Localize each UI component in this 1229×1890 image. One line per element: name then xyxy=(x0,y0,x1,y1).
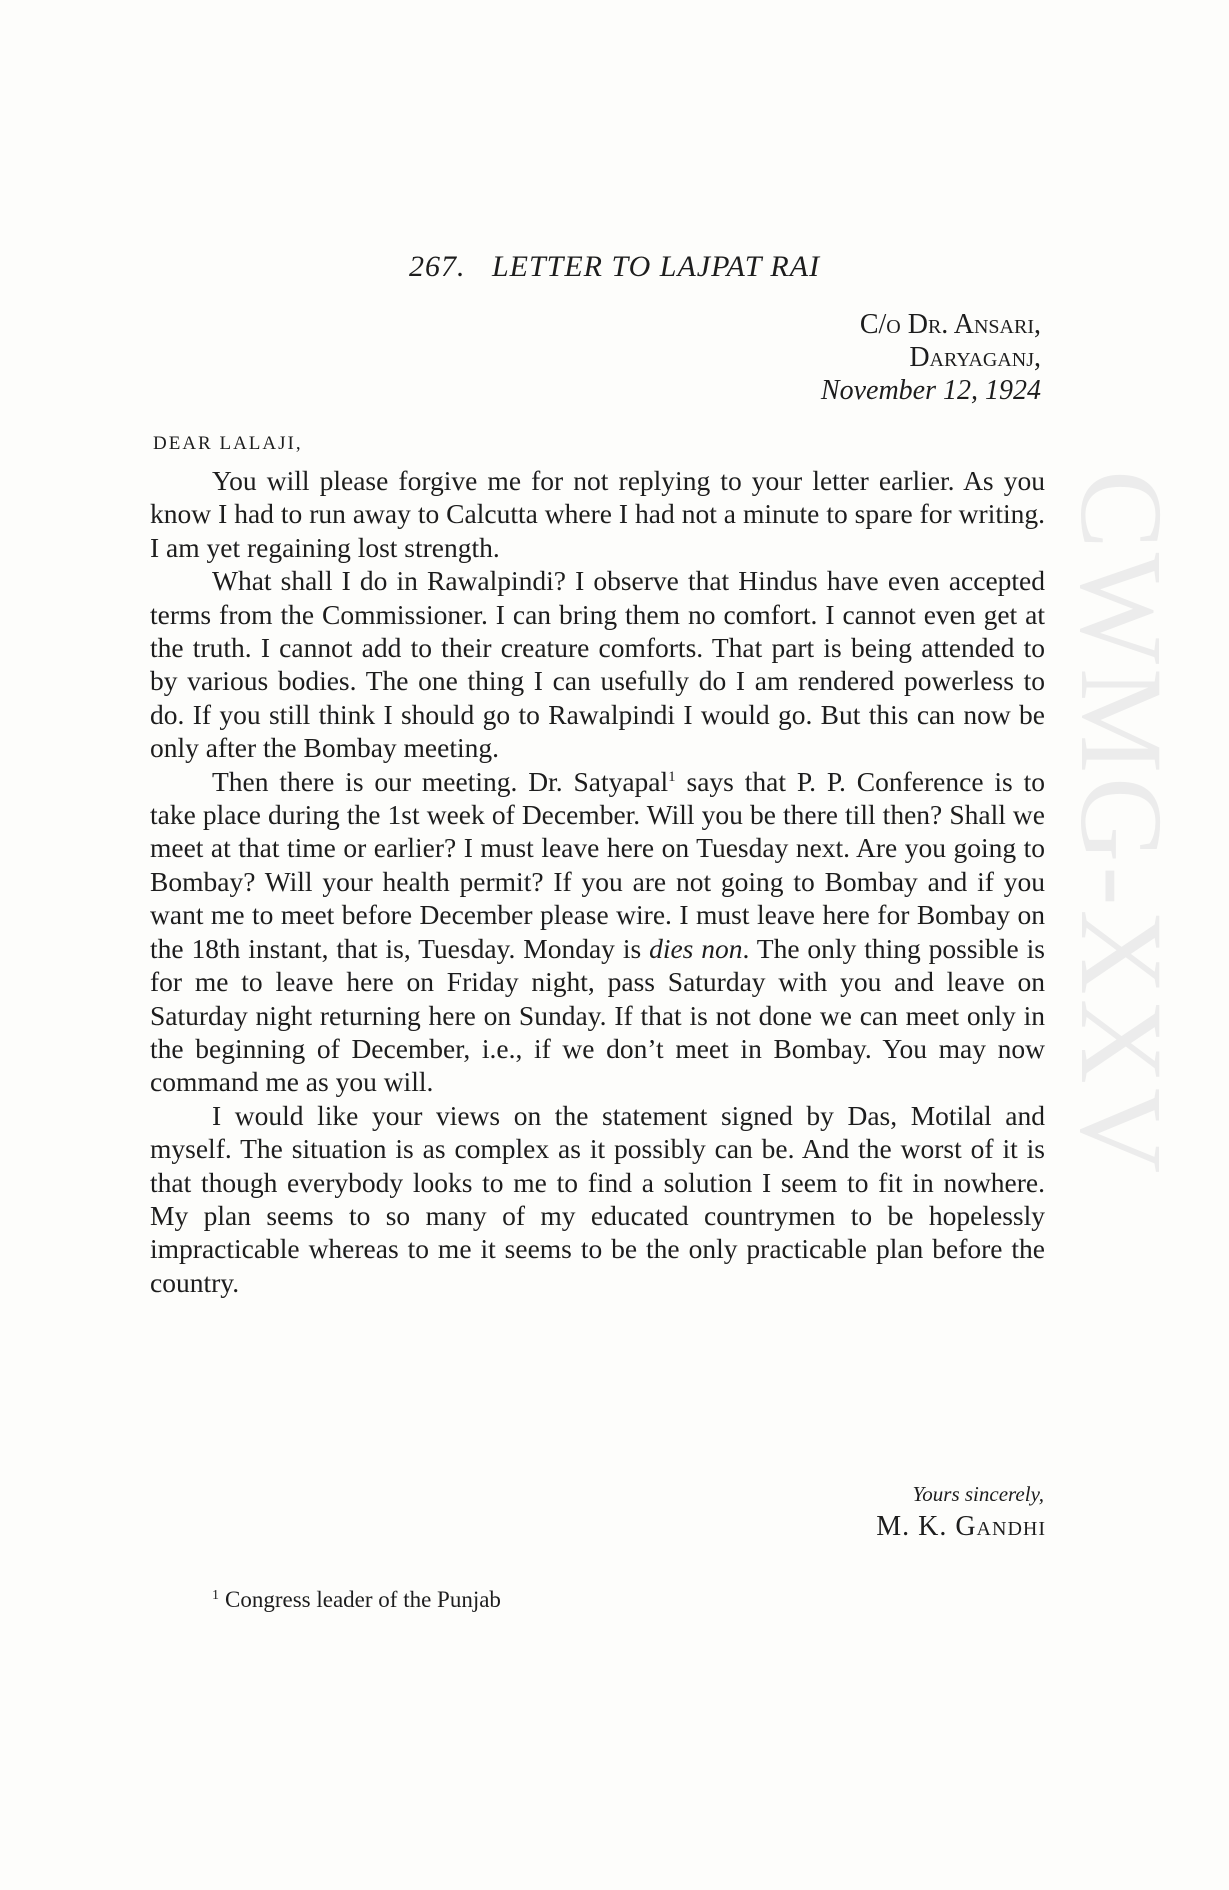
latin-phrase: dies non xyxy=(649,932,743,964)
paragraph-4: I would like your views on the statement signed by Das, Motilal and myself. The situation is as complex as it possibly can be. And the worst of it is that though everybody looks to me to find a solution I seem to fit in nowhere. My plan seems to so many of my educated countrymen to be hopelessly impracticable whereas to me it seems to be the only practicable plan before the country. xyxy=(150,1099,1045,1298)
paragraph-2: What shall I do in Rawalpindi? I observe that Hindus have even accepted terms from the Commissioner. I can bring them no comfort. I cannot even get at the truth. I cannot add to their creature comforts. That part is being attended to by various bodies. The one thing I can usefully do I am rendered powerless to do. If you still think I should go to Rawalpindi I would go. But this can now be only after the Bombay meeting. xyxy=(150,565,1045,764)
footnote-reference: 1 xyxy=(668,768,676,785)
footnote-text: Congress leader of the Punjab xyxy=(225,1587,501,1612)
letter-body xyxy=(150,464,1045,1299)
signature: M. K. Gandhi xyxy=(876,1511,1046,1542)
salutation: DEAR LALAJI, xyxy=(153,433,303,454)
watermark-text: CWMG-XXV xyxy=(1056,470,1187,1178)
paragraph-3-part-1: Then there is our meeting. Dr. Satyapal xyxy=(212,765,669,797)
address-line-2: Daryaganj, xyxy=(909,342,1041,373)
closing: Yours sincerely, xyxy=(912,1482,1044,1506)
letter-number: 267. xyxy=(408,250,466,283)
letter-title: LETTER TO LAJPAT RAI xyxy=(491,250,821,283)
footnote-marker: 1 xyxy=(212,1588,219,1603)
letter-date: November 12, 1924 xyxy=(820,375,1041,406)
paragraph-1: You will please forgive me for not replying to your letter earlier. As you know I had to run away to Calcutta where I had not a minute to spare for writing. I am yet regaining lost strength. xyxy=(150,465,1045,563)
paragraph-3-part-2: says that P. P. Conference is to take place during the 1st week of December. Will you be there till then? Shall we meet at that time or earlier? I must leave here on Tuesday next. Are you going to Bombay? Will your health permit? If you are not going to Bombay and if you want me to meet before December please wire. I must leave here for Bombay on the 18th instant, that is, Tuesday. Monday is xyxy=(150,765,1045,964)
sender-address xyxy=(821,308,1041,407)
paragraph-3 xyxy=(150,765,1045,1099)
letter-heading xyxy=(0,250,1229,284)
paragraph-3-part-3: . The only thing possible is for me to leave here on Friday night, pass Saturday with you and leave on Saturday night returning here on Sunday. If that is not done we can meet only in the beginning of December, i.e., if we don’t meet in Bombay. You may now command me as you will. xyxy=(150,932,1045,1098)
footnote xyxy=(212,1587,501,1613)
address-line-1: C/o Dr. Ansari, xyxy=(859,309,1041,340)
